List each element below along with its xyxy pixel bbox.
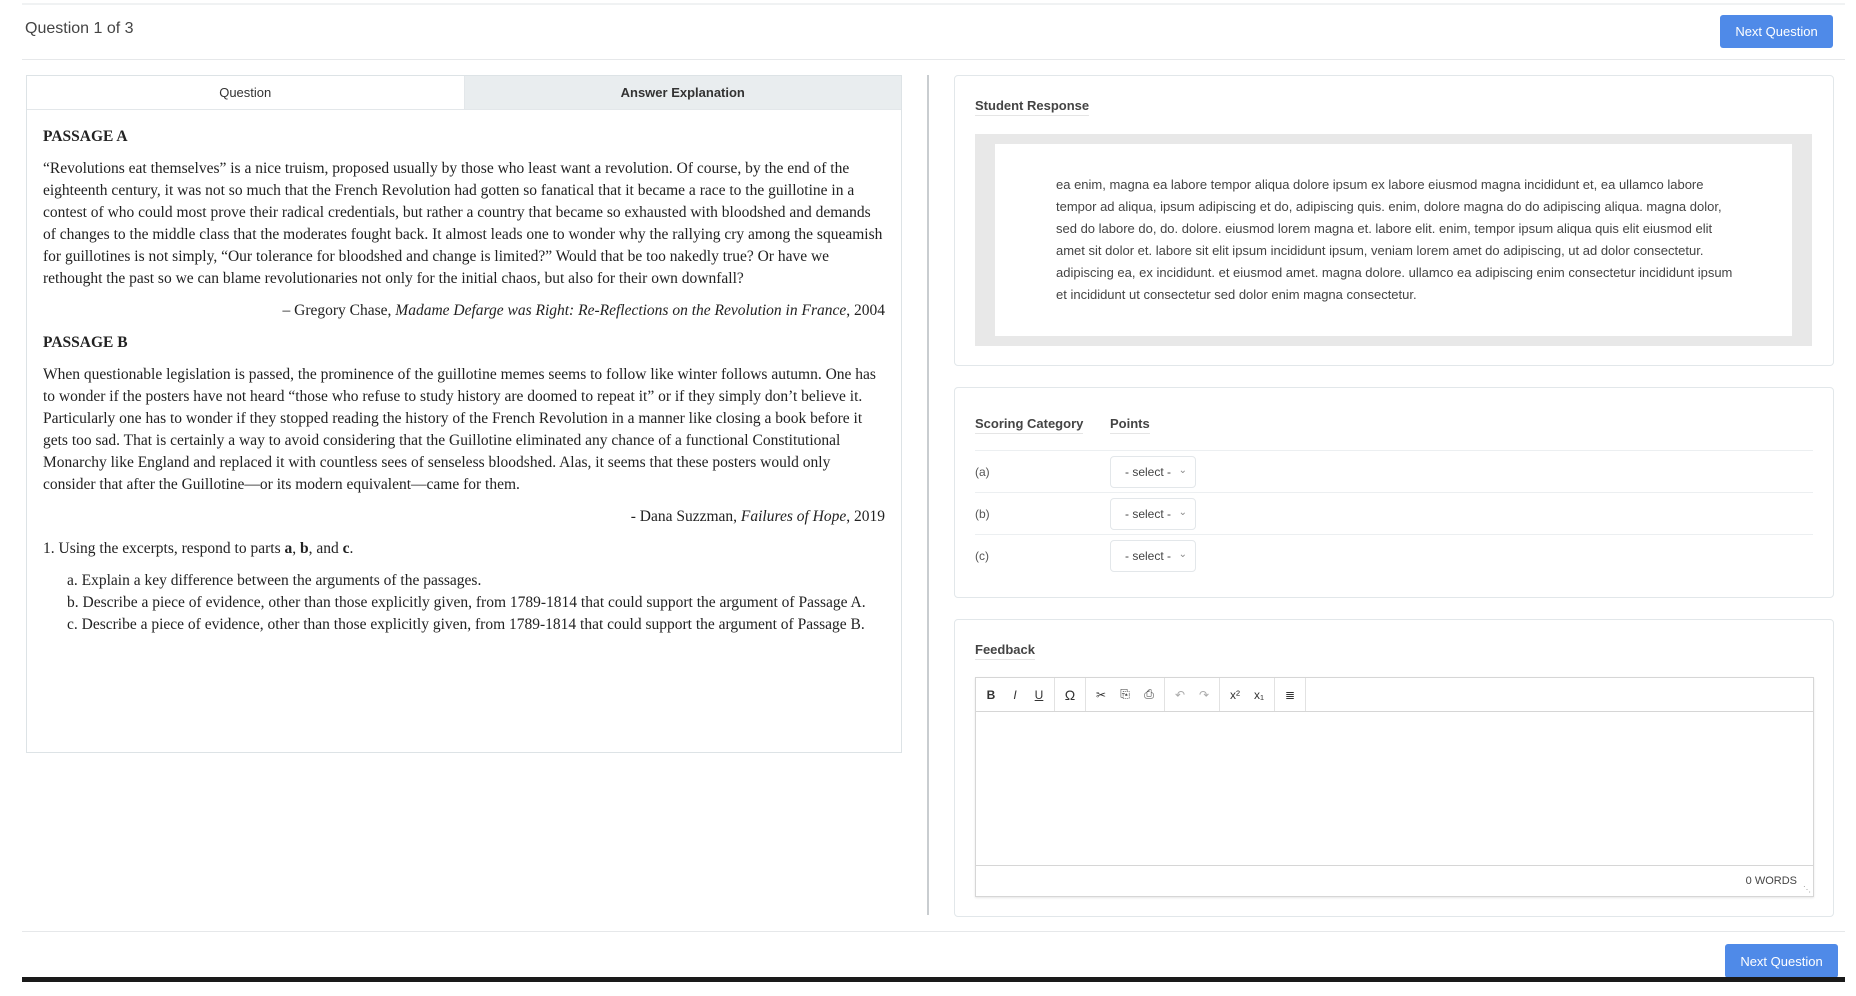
prompt-part-a: a — [284, 540, 293, 557]
scoring-category-header: Scoring Category — [975, 416, 1083, 434]
indent-icon[interactable]: ≣ — [1284, 687, 1296, 702]
scoring-category-label: (b) — [975, 507, 990, 521]
italic-icon[interactable]: I — [1013, 687, 1017, 702]
bottom-bar — [22, 977, 1845, 982]
top-divider — [22, 3, 1845, 5]
select-value: - select - — [1125, 465, 1172, 479]
prompt-sep: , and — [308, 540, 343, 557]
passage-b-citation — [43, 506, 885, 528]
toolbar-group-script — [1220, 678, 1275, 711]
scoring-card — [954, 387, 1834, 598]
next-question-button-top[interactable]: Next Question — [1720, 15, 1833, 48]
question-panel — [26, 75, 902, 753]
toolbar-group-history — [1165, 678, 1220, 711]
copy-icon[interactable]: ⎘ — [1120, 687, 1130, 701]
select-value: - select - — [1125, 549, 1172, 563]
feedback-editor — [975, 677, 1814, 897]
special-character-icon[interactable]: Ω — [1064, 686, 1076, 703]
question-counter: Question 1 of 3 — [25, 20, 134, 37]
redo-icon[interactable]: ↷ — [1198, 687, 1210, 702]
feedback-card — [954, 619, 1834, 917]
scoring-row — [975, 450, 1813, 493]
subscript-icon[interactable]: x₁ — [1253, 687, 1265, 702]
points-select-b[interactable] — [1110, 498, 1196, 530]
panel-divider[interactable] — [927, 75, 929, 915]
header-divider — [22, 59, 1845, 60]
passage-a-body: “Revolutions eat themselves” is a nice truism, proposed usually by those who least want a revolution. Of course, by the end of the eighteenth century, it was not so much that the French Revolution had gotten so fanatical that it became a race to the guillotine in a contest of who could most prove their radical credentials, but rather a country that became so exhausted with bloodshed and demands of changes to the middle class that the moderates fought back. It almost leads one to wonder why the rallying cry among the squeamish for guillotines is not simply, “Our tolerance for bloodshed and change is limited?” Would that be too nakedly true? Or have we rethought the past so we can blame revolutionaries not only for the initial chaos, but also for their own downfall? — [43, 160, 883, 287]
question-tabs — [27, 76, 901, 110]
tab-answer-explanation[interactable]: Answer Explanation — [465, 76, 902, 109]
passage-b-body: When questionable legislation is passed, the prominence of the guillotine memes seems to follow like winter follows autumn. One has to wonder if the posters have not heard “those who refuse to study history are doomed to repeat it” or if they simply don’t believe it. Particularly one has to wonder if they stopped reading the history of the French Revolution in a manner like closing a book before it gets too sad. That is certainly a way to avoid considering that the Guillotine eliminated any chance of a functional Constitutional Monarchy like England and replaced it with countless sees of senseless bloodshed. Alas, it seems that these posters would only consider that after the Guillotine—or its modern equivalent—came for them. — [43, 366, 876, 493]
student-response-card — [954, 75, 1834, 366]
editor-statusbar — [976, 865, 1813, 896]
select-value: - select - — [1125, 507, 1172, 521]
toolbar-group-insert — [1055, 678, 1086, 711]
response-frame — [975, 134, 1812, 346]
prompt-part-c: c — [342, 540, 350, 557]
prompt-text: 1. Using the excerpts, respond to parts — [43, 540, 285, 557]
scoring-row — [975, 534, 1813, 577]
feedback-title: Feedback — [975, 642, 1035, 660]
footer-divider — [22, 931, 1845, 932]
question-prompt — [43, 538, 885, 560]
feedback-textarea[interactable] — [976, 712, 1813, 862]
question-content — [27, 110, 901, 636]
question-part-a: a. Explain a key difference between the arguments of the passages. — [67, 572, 482, 589]
response-box — [995, 144, 1792, 336]
cite-author: – Gregory Chase, — [282, 302, 396, 319]
toolbar-group-format — [976, 678, 1055, 711]
prompt-sep: , — [292, 540, 300, 557]
student-response-title: Student Response — [975, 98, 1089, 116]
passage-a-heading: PASSAGE A — [43, 128, 128, 145]
word-count: 0 WORDS — [1745, 875, 1797, 887]
question-parts — [67, 570, 885, 636]
undo-icon[interactable]: ↶ — [1174, 687, 1186, 702]
underline-icon[interactable]: U — [1034, 687, 1044, 702]
cite-title: Madame Defarge was Right: Re-Reflections on the Revolution in France — [395, 302, 847, 319]
prompt-suffix: . — [349, 540, 354, 557]
scoring-category-label: (a) — [975, 465, 990, 479]
resize-handle-icon[interactable]: ⋱ — [1803, 885, 1811, 894]
chevron-down-icon: ⌄ — [1178, 465, 1187, 476]
question-part-c: c. Describe a piece of evidence, other than those explicitly given, from 1789-1814 that could support the argument of Passage B. — [67, 616, 865, 633]
toolbar-group-indent — [1275, 678, 1306, 711]
paste-icon[interactable]: ⎙ — [1144, 687, 1154, 701]
chevron-down-icon: ⌄ — [1178, 549, 1187, 560]
question-part-b: b. Describe a piece of evidence, other than those explicitly given, from 1789-1814 that could support the argument of Passage A. — [67, 594, 866, 611]
chevron-down-icon: ⌄ — [1178, 507, 1187, 518]
bold-icon[interactable]: B — [986, 687, 996, 702]
superscript-icon[interactable]: x² — [1230, 687, 1240, 702]
scoring-row — [975, 492, 1813, 535]
passage-b-heading: PASSAGE B — [43, 334, 128, 351]
cite-year: , 2019 — [846, 508, 885, 525]
points-select-c[interactable] — [1110, 540, 1196, 572]
points-header: Points — [1110, 416, 1150, 434]
student-response-text: ea enim, magna ea labore tempor aliqua dolore ipsum ex labore eiusmod magna incididunt et, ea ullamco labore tempor ad aliqua, ipsum adipiscing et do, adipiscing quis. enim, dolore magna do do adipiscing aliqua. magna dolor, sed do labore do, do. dolore. eiusmod lorem magna et. labore elit. enim, tempor ipsum aliqua quis elit eiusmod elit amet sit dolor et. labore sit elit ipsum incididunt ipsum, veniam lorem amet do adipiscing, ut ad dolor consectetur. adipiscing ea, ex incididunt. et eiusmod amet. magna dolore. ullamco ea adipiscing enim consectetur incididunt ipsum et incididunt ut consectetur sed dolor enim magna consectetur. — [1056, 177, 1733, 302]
toolbar-group-clipboard — [1086, 678, 1165, 711]
cite-year: , 2004 — [846, 302, 885, 319]
cite-title: Failures of Hope — [740, 508, 847, 525]
passage-a-citation — [43, 300, 885, 322]
cite-author: - Dana Suzzman, — [630, 508, 741, 525]
editor-toolbar — [976, 678, 1813, 712]
prompt-part-b: b — [300, 540, 309, 557]
tab-question[interactable]: Question — [27, 76, 465, 109]
scoring-category-label: (c) — [975, 549, 989, 563]
next-question-button-bottom[interactable]: Next Question — [1725, 944, 1838, 978]
cut-icon[interactable]: ✂ — [1095, 687, 1107, 702]
points-select-a[interactable] — [1110, 456, 1196, 488]
